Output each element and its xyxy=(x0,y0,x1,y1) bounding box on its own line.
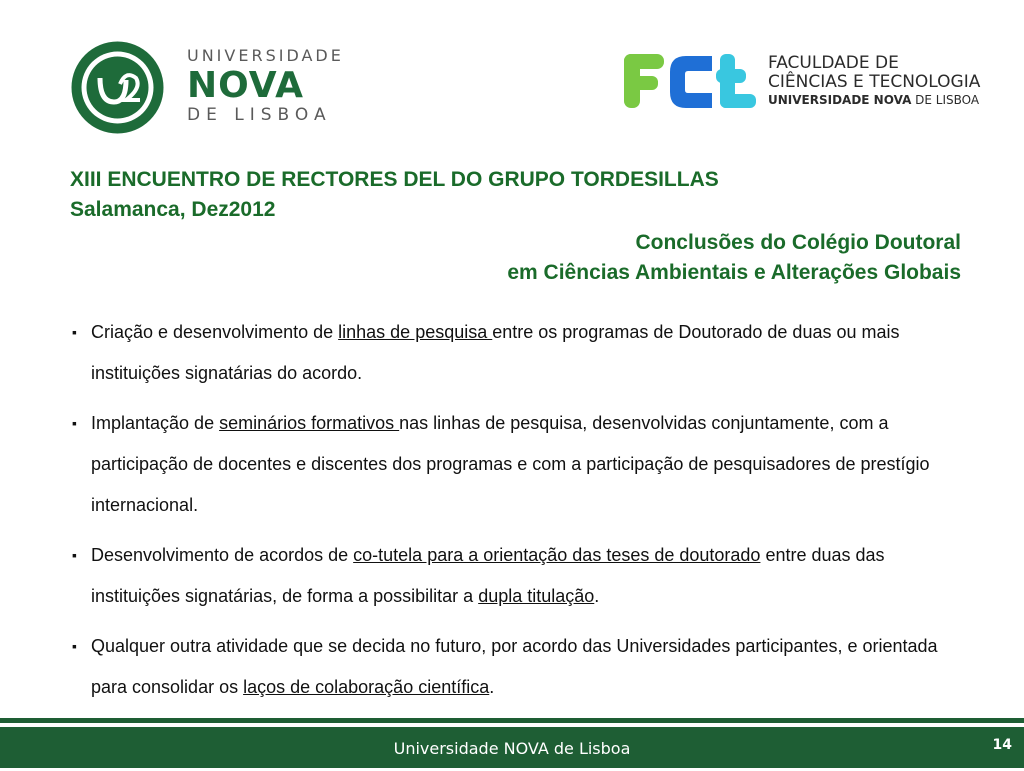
bullet-underlined-text: co-tutela para a orientação das teses de doutorado xyxy=(353,545,761,565)
footer-bar xyxy=(0,727,1024,768)
unl-logo xyxy=(70,40,344,135)
bullet-list xyxy=(72,312,952,717)
bullet-text: Implantação de xyxy=(91,413,220,433)
unl-logo-line1: UNIVERSIDADE xyxy=(187,46,344,65)
slide-title: XIII ENCUENTRO DE RECTORES DEL DO GRUPO TORDESILLAS xyxy=(70,168,719,191)
bullet-text: nas linhas de pesquisa, desenvolvidas conjuntamente, com a participação de docentes e discentes dos programas e com a participação de pesquisadores de prestígio internacional. xyxy=(91,413,930,515)
fct-mark-icon xyxy=(624,52,760,110)
bullet-text: . xyxy=(489,677,495,697)
list-item xyxy=(72,535,952,617)
fct-logo-line3-bold: UNIVERSIDADE NOVA xyxy=(768,93,912,107)
slide-subtitle-line2: em Ciências Ambientais e Alterações Globais xyxy=(507,261,961,284)
bullet-square-icon: ▪ xyxy=(72,547,77,563)
slide-title-location: Salamanca, Dez2012 xyxy=(70,198,276,221)
footer-divider xyxy=(0,718,1024,723)
bullet-square-icon: ▪ xyxy=(72,415,77,431)
bullet-square-icon: ▪ xyxy=(72,324,77,340)
fct-logo xyxy=(624,52,994,112)
bullet-underlined-text: dupla titulação xyxy=(478,586,595,606)
bullet-underlined-text: linhas de pesquisa xyxy=(338,322,493,342)
bullet-text: . xyxy=(594,586,600,606)
footer-text: Universidade NOVA de Lisboa xyxy=(393,739,631,758)
list-item xyxy=(72,403,952,526)
fct-logo-line2: CIÊNCIAS E TECNOLOGIA xyxy=(768,72,981,92)
fct-logo-line1: FACULDADE DE xyxy=(768,53,899,73)
unl-logo-line3: DE LISBOA xyxy=(187,105,332,125)
bullet-text: entre os programas de Doutorado de duas ou mais instituições signatárias do acordo. xyxy=(91,322,900,383)
bullet-underlined-text: seminários formativos xyxy=(219,413,400,433)
bullet-underlined-text: laços de colaboração científica xyxy=(243,677,490,697)
unl-seal-icon xyxy=(70,40,165,135)
list-item xyxy=(72,312,952,394)
bullet-square-icon: ▪ xyxy=(72,638,77,654)
fct-logo-line3 xyxy=(768,92,980,109)
bullet-text: entre duas das instituições signatárias, de forma a possibilitar a xyxy=(91,545,885,606)
list-item xyxy=(72,626,952,708)
bullet-text: Criação e desenvolvimento de xyxy=(91,322,339,342)
slide-subtitle-line1: Conclusões do Colégio Doutoral xyxy=(635,231,961,254)
bullet-text: Qualquer outra atividade que se decida no futuro, por acordo das Universidades participantes, e orientada para consolidar os xyxy=(91,636,938,697)
bullet-text: Desenvolvimento de acordos de xyxy=(91,545,354,565)
page-number: 14 xyxy=(992,737,1012,753)
fct-logo-line3-rest: DE LISBOA xyxy=(911,93,980,107)
unl-logo-line2: NOVA xyxy=(187,65,305,106)
